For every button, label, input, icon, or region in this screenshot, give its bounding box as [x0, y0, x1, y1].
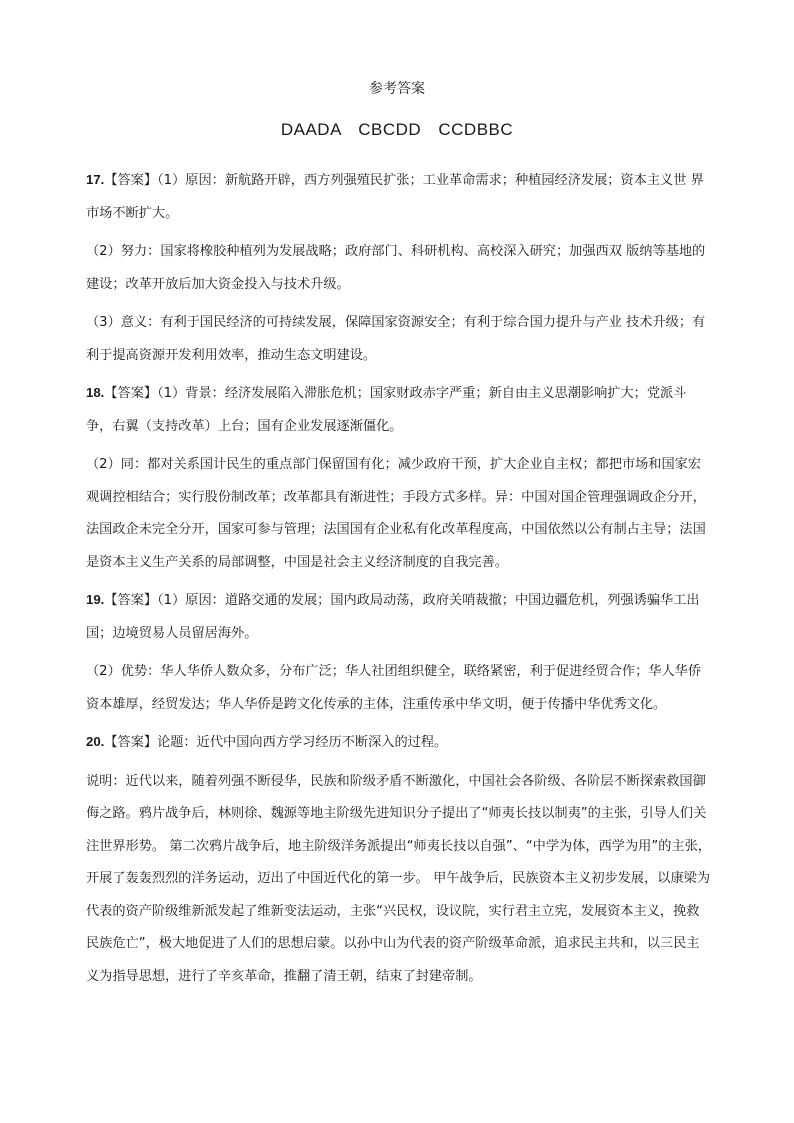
answer-paragraph: [86, 164, 712, 230]
paragraph-text: （2）努力：国家将橡胶种植列为发展战略；政府部门、科研机构、高校深入研究；加强西双 版纳等基地的建设；改革开放后加大资金投入与技术升级。: [86, 244, 706, 292]
answer-body: [86, 164, 712, 998]
answer-paragraph: [86, 448, 712, 579]
paragraph-text: 【答案】（1）背景：经济发展陷入滞胀危机；国家财政赤字严重；新自由主义思潮影响扩大；党派斗争，右翼（支持改革）上台；国有企业发展逐渐僵化。: [86, 386, 687, 434]
paragraph-text: 【答案】（1）原因：新航路开辟，西方列强殖民扩张；工业革命需求；种植园经济发展；资本主义世 界市场不断扩大。: [86, 173, 704, 221]
paragraph-text: 【答案】（1）原因：道路交通的发展；国内政局动荡，政府关哨裁撤；中国边疆危机，列强诱骗华工出国；边境贸易人员留居海外。: [86, 593, 700, 641]
paragraph-text: （2）同：都对关系国计民生的重点部门保留国有化；减少政府干预，扩大企业自主权；都把市场和国家宏观调控相结合；实行股份制改革；改革都具有渐进性；手段方式多样。异：中国对国企管理强调政企分开，法国政企未完全分开，国家可参与管理；法国国有企业私有化改革程度高，中国依然以公有制占主导；法国是资本主义生产关系的局部调整，中国是社会主义经济制度的自我完善。: [86, 457, 706, 570]
answer-paragraph: [86, 655, 712, 721]
page-title: 参考答案: [369, 81, 425, 97]
paragraph-text: 【答案】论题：近代中国向西方学习经历不断深入的过程。: [104, 735, 448, 750]
answer-paragraph: [86, 235, 712, 301]
question-number: 20.: [86, 734, 105, 749]
choice-answers-line: DAADA CBCDD CCDBBC: [280, 120, 514, 139]
answer-paragraph: [86, 726, 712, 760]
paragraph-text: 说明：近代以来，随着列强不断侵华，民族和阶级矛盾不断激化，中国社会各阶级、各阶层不断探索救国御侮之路。鸦片战争后，林则徐、魏源等地主阶级先进知识分子提出了“师夷长技以制夷”的主张，引导人们关注世界形势。 第二次鸦片战争后，地主阶级洋务派提出“师夷长技以自强”、“中学为体，西学为用”的主张，开展了轰轰烈烈的洋务运动，迈出了中国近代化的第一步。 甲午战争后，民族资本主义初步发展，以康梁为代表的资产阶级维新派发起了维新变法运动，主张“兴民权，设议院，实行君主立宪，发展资本主义，挽救民族危亡”，极大地促进了人们的思想启蒙。以孙中山为代表的资产阶级革命派，追求民主共和，以三民主义为指导思想，进行了辛亥革命，推翻了清王朝，结束了封建帝制。: [86, 773, 711, 984]
answer-paragraph: [86, 584, 712, 650]
question-number: 19.: [86, 592, 105, 607]
answer-paragraph: [86, 306, 712, 372]
answer-paragraph: [86, 765, 712, 994]
question-number: 17.: [86, 172, 105, 187]
question-number: 18.: [86, 385, 105, 400]
paragraph-text: （3）意义：有利于国民经济的可持续发展，保障国家资源安全；有利于综合国力提升与产业 技术升级；有利于提高资源开发利用效率，推动生态文明建设。: [86, 315, 706, 363]
answer-paragraph: [86, 377, 712, 443]
paragraph-text: （2）优势：华人华侨人数众多，分布广泛；华人社团组织健全，联络紧密，利于促进经贸合作；华人华侨资本雄厚，经贸发达；华人华侨是跨文化传承的主体，注重传承中华文明，便于传播中华优秀文化。: [86, 664, 702, 712]
